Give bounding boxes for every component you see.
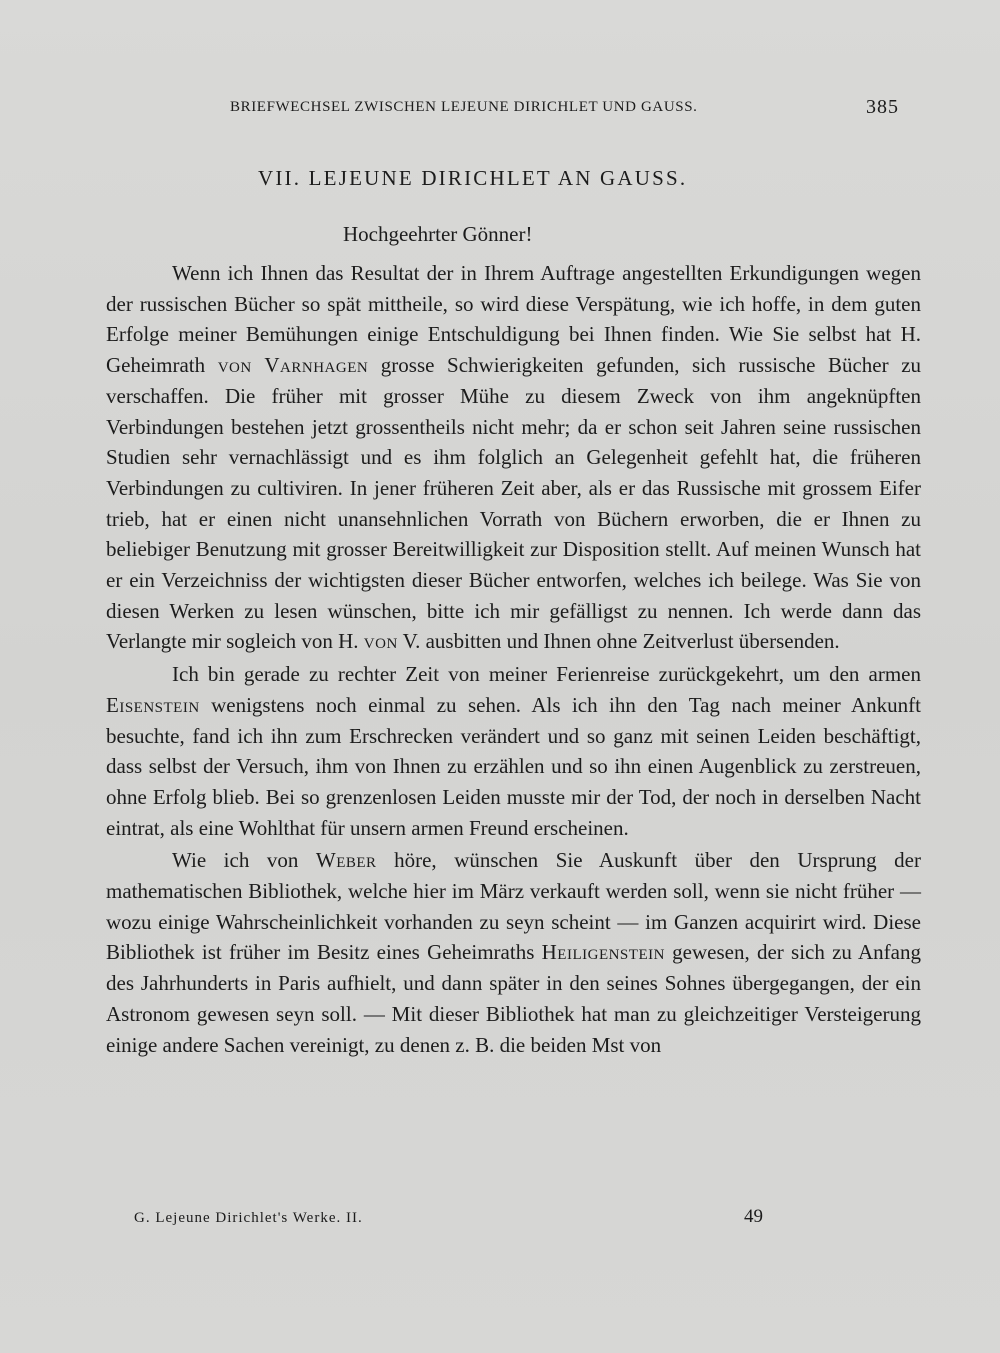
- page-footer: [134, 1206, 834, 1232]
- letter-title: VII. LEJEUNE DIRICHLET AN GAUSS.: [258, 166, 688, 190]
- salutation: Hochgeehrter Gönner!: [343, 222, 533, 246]
- paragraph: [106, 845, 921, 1060]
- text-run: Wenn ich Ihnen das Resultat der in Ihrem Auftrage angestellten Erkundigungen wegen der russischen Bücher so spät mittheile, so wird diese Verspätung, wie ich hoffe, in dem guten Erfolge meiner Bemühungen einige Entschuldigung bei Ihnen finden. Wie Sie selbst hat H. Geheimrath: [106, 261, 921, 378]
- running-head: [230, 96, 930, 120]
- text-run: grosse Schwierigkeiten gefunden, sich russische Bücher zu verschaffen. Die früher mit grosser Mühe zu diesem Zweck von ihm angeknüpften Verbindungen bestehen jetzt grossentheils nicht mehr; da er schon seit Jahren seine russischen Studien sehr vernachlässigt und es ihm folglich an Gelegenheit gefehlt hat, die früheren Verbindungen zu cultiviren. In jener früheren Zeit aber, als er das Russische mit grossem Eifer trieb, hat er einen nicht unansehnlichen Vorrath von Büchern erworben, die er Ihnen zu beliebiger Benutzung mit grosser Bereitwilligkeit zur Disposition stellt. Auf meinen Wunsch hat er ein Verzeichniss der wichtigsten dieser Bücher entworfen, welches ich beilege. Was Sie von diesen Werken zu lesen wünschen, bitte ich mir gefälligst zu nennen. Ich werde dann das Verlangte mir sogleich von H.: [106, 353, 922, 654]
- signature-mark: 49: [744, 1206, 763, 1227]
- text-run: gewesen, der sich zu Anfang des Jahrhunderts in Paris aufhielt, und dann später in den seines Sohnes übergegangen, der ein Astronom gewesen seyn soll. — Mit dieser Bibliothek hat man zu gleichzeitiger Versteigerung einige andere Sachen vereinigt, zu denen z. B. die beiden Mst von: [106, 940, 921, 1057]
- person-name: Eisenstein: [106, 692, 200, 717]
- running-title: BRIEFWECHSEL ZWISCHEN LEJEUNE DIRICHLET UND GAUSS.: [230, 99, 698, 115]
- text-run: V. ausbitten und Ihnen ohne Zeitverlust übersenden.: [397, 629, 840, 654]
- work-title: G. Lejeune Dirichlet's Werke. II.: [134, 1210, 363, 1226]
- letter-body: [106, 258, 921, 1060]
- person-name: von: [363, 629, 398, 654]
- person-name: von Varnhagen: [217, 353, 369, 378]
- paragraph: [106, 258, 921, 657]
- person-name: Weber: [315, 848, 377, 873]
- paragraph: [106, 659, 921, 843]
- person-name: Heiligenstein: [541, 940, 665, 965]
- text-run: wenigstens noch einmal zu sehen. Als ich ihn den Tag nach meiner Ankunft besuchte, fand ich ihn zum Erschrecken verändert und so ganz mit seinen Leiden beschäftigt, dass selbst der Versuch, ihm von Ihnen zu erzählen und so ihn einen Augenblick zu zerstreuen, ohne Erfolg blieb. Bei so grenzenlosen Leiden musste mir der Tod, der noch in derselben Nacht eintrat, als eine Wohlthat für unsern armen Freund erscheinen.: [106, 692, 921, 840]
- text-run: höre, wünschen Sie Auskunft über den Ursprung der mathematischen Bibliothek, welche hier im März verkauft werden soll, wenn sie nicht früher — wozu einige Wahrscheinlichkeit vorhanden zu seyn scheint — im Ganzen acquirirt wird. Diese Bibliothek ist früher im Besitz eines Geheimraths: [106, 848, 921, 965]
- text-run: Wie ich von: [172, 848, 316, 873]
- page-number: 385: [866, 96, 899, 118]
- text-run: Ich bin gerade zu rechter Zeit von meiner Ferienreise zurückgekehrt, um den armen: [172, 662, 921, 687]
